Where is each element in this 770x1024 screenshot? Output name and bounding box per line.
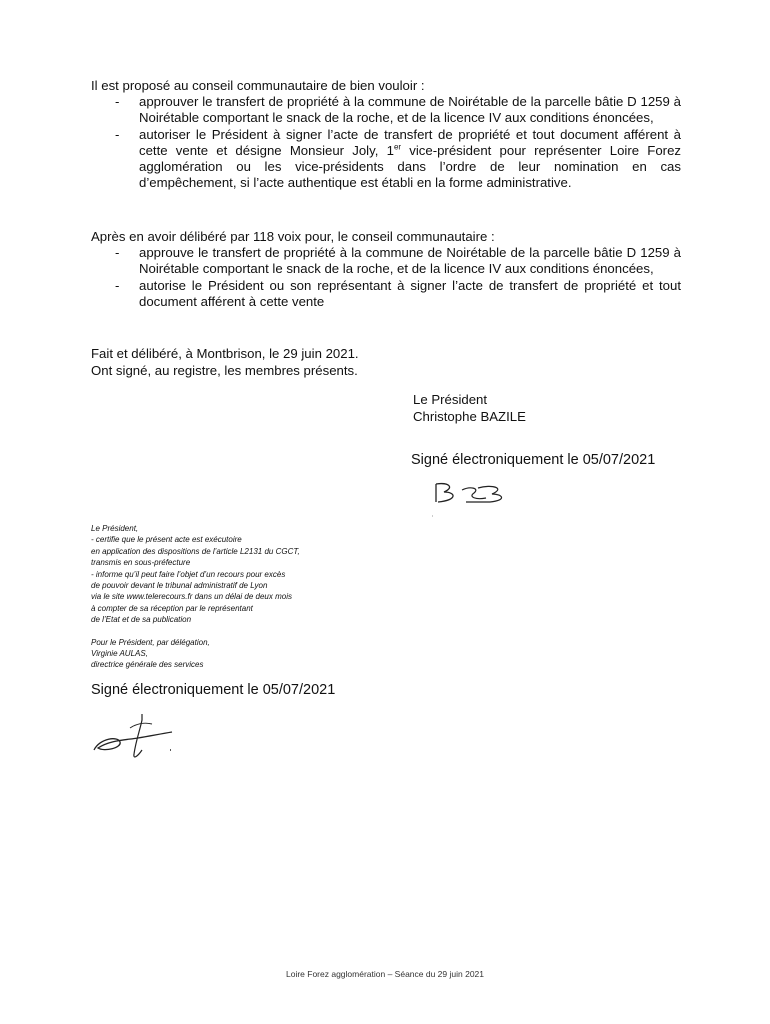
certification-line: de pouvoir devant le tribunal administratif de Lyon: [91, 581, 268, 591]
dash-bullet: -: [115, 245, 120, 261]
certification-line: - certifie que le présent acte est exécutoire: [91, 535, 242, 545]
delegation-line: Pour le Président, par délégation,: [91, 637, 210, 647]
list-item: [91, 127, 681, 192]
dgs-signature: [90, 710, 190, 765]
list-item: [91, 94, 681, 126]
proposal-intro: Il est proposé au conseil communautaire de bien vouloir :: [91, 78, 425, 93]
certification-line: en application des dispositions de l’article L2131 du CGCT,: [91, 546, 300, 556]
decision-intro: Après en avoir délibéré par 118 voix pour, le conseil communautaire :: [91, 229, 495, 244]
dash-bullet: -: [115, 126, 120, 142]
decision-list: [91, 245, 681, 310]
decision-item-text: autorise le Président ou son représentant à signer l’acte de transfert de propriété et tout document afférent à cette vente: [139, 277, 681, 309]
president-title: Le Président: [413, 392, 488, 407]
president-signature: [430, 480, 520, 520]
dgs-esign-text: Signé électroniquement le 05/07/2021: [91, 682, 336, 698]
proposal-item-text: approuver le transfert de propriété à la commune de Noirétable de la parcelle bâtie D 1259 à Noirétable comportant le snack de la roche, et de la licence IV aux conditions énoncées,: [139, 94, 681, 126]
spacer: [91, 626, 300, 637]
certification-block: [91, 523, 300, 671]
decision-section: [91, 229, 681, 310]
proposal-item-text-continued: vice-président pour représenter Loire Forez agglomération ou les vice-présidents dans l’ordre de leur nomination en cas d’empêchement, si l’acte authentique est établi en la forme administrative.: [139, 142, 681, 191]
decision-item-text: approuve le transfert de propriété à la commune de Noirétable de la parcelle bâtie D 1259 à Noirétable comportant le snack de la roche, et de la licence IV aux conditions énoncées,: [139, 245, 681, 277]
closing-signed-register: Ont signé, au registre, les membres présents.: [91, 362, 358, 378]
proposal-item-text: autoriser le Président à signer l’acte de transfert de propriété et tout document afférent à cette vente et désigne Monsieur Joly, 1: [139, 126, 681, 158]
certification-line: à compter de sa réception par le représentant: [91, 603, 253, 613]
president-name: Christophe BAZILE: [413, 408, 526, 424]
ordinal-superscript: er: [393, 142, 402, 152]
certification-line: transmis en sous-préfecture: [91, 558, 191, 568]
proposal-section: [91, 78, 681, 191]
closing-place-date: Fait et délibéré, à Montbrison, le 29 juin 2021.: [91, 346, 359, 361]
certification-line: - informe qu’il peut faire l’objet d’un recours pour excès: [91, 569, 286, 579]
president-esign-text: Signé électroniquement le 05/07/2021: [411, 452, 656, 468]
page-footer: Loire Forez agglomération – Séance du 29 juin 2021: [286, 969, 484, 979]
certification-line: via le site www.telerecours.fr dans un délai de deux mois: [91, 592, 292, 602]
dash-bullet: -: [115, 94, 120, 110]
certification-line: Le Président,: [91, 524, 139, 533]
proposal-list: [91, 94, 681, 191]
delegation-line: directrice générale des services: [91, 660, 204, 670]
certification-line: de l’Etat et de sa publication: [91, 615, 192, 625]
delegation-line: Virginie AULAS,: [91, 649, 148, 659]
president-block: [413, 392, 526, 425]
list-item: [91, 278, 681, 310]
closing-section: [91, 346, 359, 379]
list-item: [91, 245, 681, 277]
dash-bullet: -: [115, 277, 120, 293]
